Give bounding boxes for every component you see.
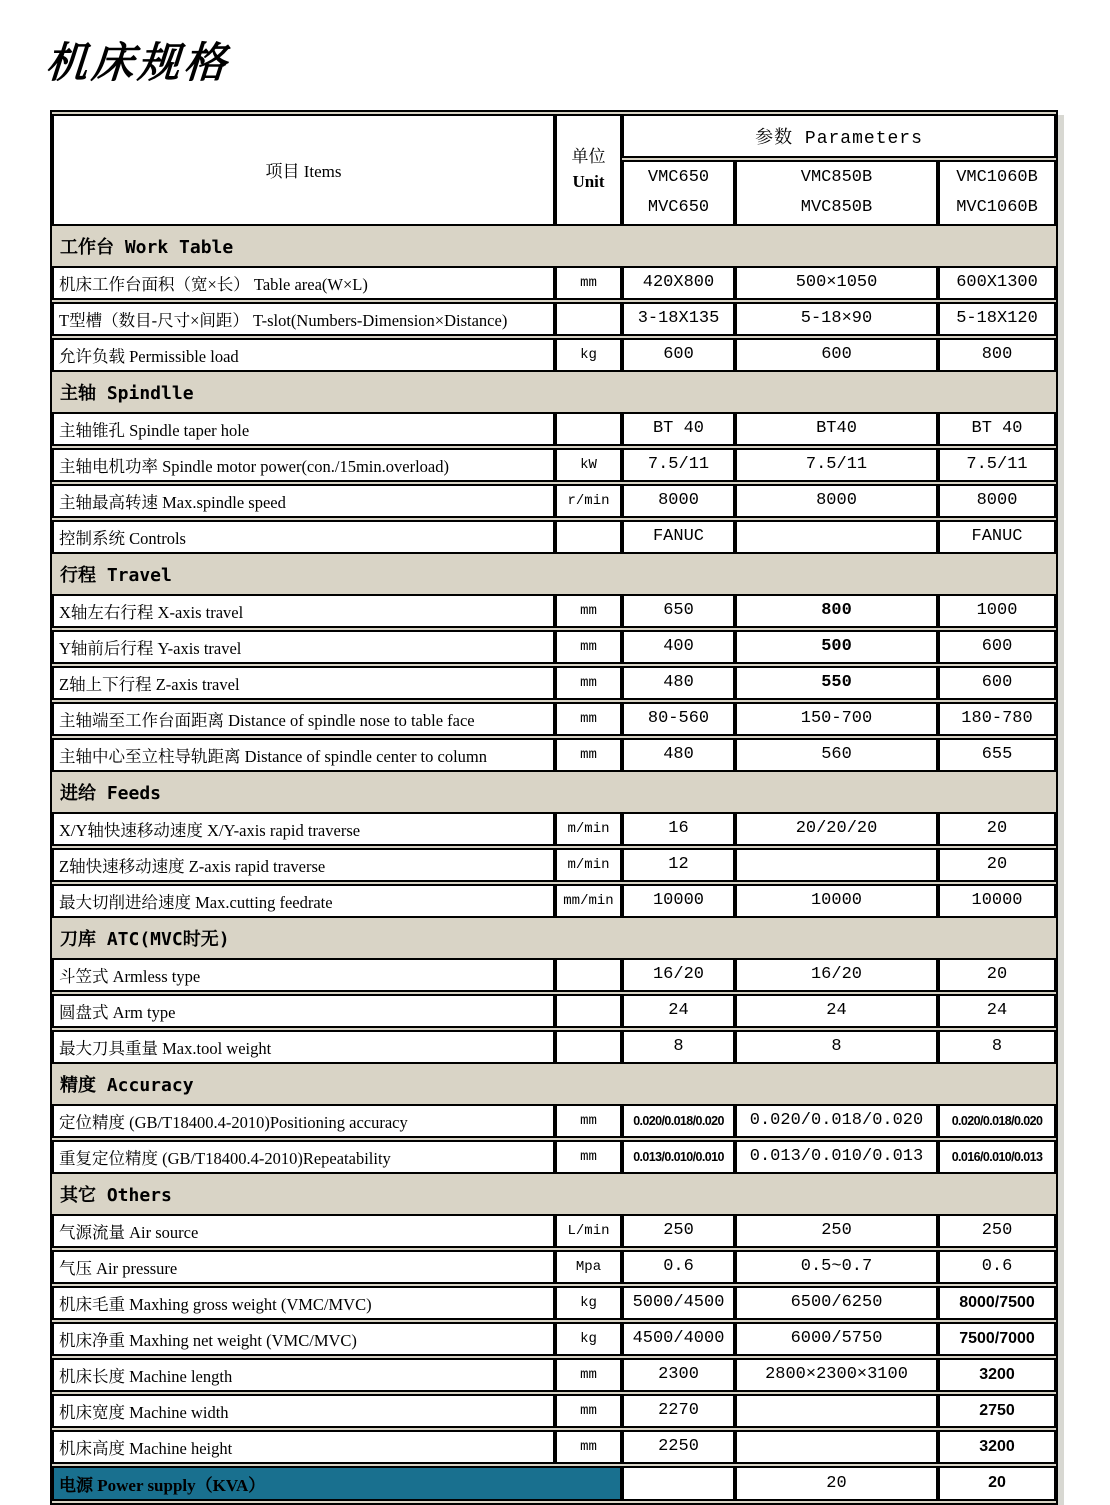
spec-row <box>52 630 1056 664</box>
value-cell: 180-780 <box>938 702 1056 736</box>
value-cell: 24 <box>622 994 735 1028</box>
value-cell: FANUC <box>622 520 735 554</box>
value-cell: 7.5/11 <box>622 448 735 482</box>
unit-header <box>555 114 622 226</box>
value-cell: 8 <box>622 1030 735 1064</box>
page-title: 机床规格 <box>44 39 232 86</box>
value-cell: 655 <box>938 738 1056 772</box>
spec-row <box>52 812 1056 846</box>
value-cell: 800 <box>735 594 938 628</box>
spec-row <box>52 666 1056 700</box>
value-cell <box>735 1394 938 1428</box>
row-label: 气源流量 Air source <box>52 1214 555 1248</box>
value-cell: 24 <box>938 994 1056 1028</box>
unit-header-cn: 单位 <box>571 147 606 167</box>
row-label: 机床毛重 Maxhing gross weight (VMC/MVC) <box>52 1286 555 1320</box>
value-cell <box>735 848 938 882</box>
value-cell: 600 <box>735 338 938 372</box>
value-cell: 7.5/11 <box>938 448 1056 482</box>
value-cell: 250 <box>622 1214 735 1248</box>
unit-cell: m/min <box>555 848 622 882</box>
row-label: Y轴前后行程 Y-axis travel <box>52 630 555 664</box>
unit-header-en: Unit <box>572 171 605 191</box>
unit-cell: mm/min <box>555 884 622 918</box>
value-cell: 3-18X135 <box>622 302 735 336</box>
unit-cell <box>555 1030 622 1064</box>
unit-cell: mm <box>555 1358 622 1392</box>
value-cell <box>622 1466 735 1501</box>
row-label: 定位精度 (GB/T18400.4-2010)Positioning accuracy <box>52 1104 555 1138</box>
unit-cell: mm <box>555 738 622 772</box>
unit-cell: mm <box>555 594 622 628</box>
spec-row <box>52 412 1056 446</box>
value-cell: 420X800 <box>622 266 735 300</box>
spec-row <box>52 1140 1056 1174</box>
spec-row <box>52 1358 1056 1392</box>
value-cell: 560 <box>735 738 938 772</box>
value-cell: 150-700 <box>735 702 938 736</box>
spec-row <box>52 958 1056 992</box>
section-header-row <box>52 556 1056 592</box>
value-cell: 20 <box>938 812 1056 846</box>
spec-row <box>52 338 1056 372</box>
row-label: 主轴端至工作台面距离 Distance of spindle nose to table face <box>52 702 555 736</box>
unit-cell: r/min <box>555 484 622 518</box>
section-title: 工作台 Work Table <box>52 228 1056 264</box>
row-label: 控制系统 Controls <box>52 520 555 554</box>
unit-cell: kW <box>555 448 622 482</box>
spec-row <box>52 994 1056 1028</box>
row-label: 主轴最高转速 Max.spindle speed <box>52 484 555 518</box>
row-label: 气压 Air pressure <box>52 1250 555 1284</box>
value-cell: 0.5~0.7 <box>735 1250 938 1284</box>
unit-cell: mm <box>555 1430 622 1464</box>
row-label: 主轴中心至立柱导轨距离 Distance of spindle center to column <box>52 738 555 772</box>
row-label: 主轴锥孔 Spindle taper hole <box>52 412 555 446</box>
value-cell: 600X1300 <box>938 266 1056 300</box>
spec-row <box>52 1214 1056 1248</box>
unit-cell: kg <box>555 1286 622 1320</box>
value-cell: 12 <box>622 848 735 882</box>
value-cell: 10000 <box>938 884 1056 918</box>
unit-cell: mm <box>555 1140 622 1174</box>
row-label: Z轴快速移动速度 Z-axis rapid traverse <box>52 848 555 882</box>
power-supply-label: 电源 Power supply（KVA） <box>52 1466 622 1501</box>
header-row-parameters <box>52 114 1056 158</box>
spec-row <box>52 266 1056 300</box>
section-header-row <box>52 1176 1056 1212</box>
row-label: 允许负载 Permissible load <box>52 338 555 372</box>
value-cell: 24 <box>735 994 938 1028</box>
row-label: T型槽（数目-尺寸×间距） T-slot(Numbers-Dimension×Distance) <box>52 302 555 336</box>
value-cell: BT40 <box>735 412 938 446</box>
value-cell: 8000 <box>735 484 938 518</box>
value-cell: 0.6 <box>938 1250 1056 1284</box>
spec-row <box>52 484 1056 518</box>
value-cell: BT 40 <box>938 412 1056 446</box>
value-cell: 4500/4000 <box>622 1322 735 1356</box>
spec-row <box>52 1030 1056 1064</box>
value-cell: 20 <box>938 1466 1056 1501</box>
value-cell: 6000/5750 <box>735 1322 938 1356</box>
value-cell: 16/20 <box>735 958 938 992</box>
unit-cell: Mpa <box>555 1250 622 1284</box>
section-header-row <box>52 774 1056 810</box>
row-label: 机床长度 Machine length <box>52 1358 555 1392</box>
section-title: 刀库 ATC(MVC时无) <box>52 920 1056 956</box>
value-cell: BT 40 <box>622 412 735 446</box>
row-label: 机床宽度 Machine width <box>52 1394 555 1428</box>
section-header-row <box>52 1066 1056 1102</box>
value-cell: 0.013/0.010/0.013 <box>735 1140 938 1174</box>
spec-row <box>52 738 1056 772</box>
unit-cell: mm <box>555 702 622 736</box>
spec-row <box>52 884 1056 918</box>
value-cell: FANUC <box>938 520 1056 554</box>
value-cell: 3200 <box>938 1358 1056 1392</box>
unit-cell <box>555 994 622 1028</box>
value-cell: 5-18X120 <box>938 302 1056 336</box>
spec-row <box>52 1104 1056 1138</box>
value-cell: 2300 <box>622 1358 735 1392</box>
value-cell: 600 <box>938 630 1056 664</box>
value-cell: 7500/7000 <box>938 1322 1056 1356</box>
model-header-vmc850b: VMC850B MVC850B <box>735 160 938 226</box>
section-header-row <box>52 228 1056 264</box>
row-label: 最大刀具重量 Max.tool weight <box>52 1030 555 1064</box>
value-cell: 600 <box>622 338 735 372</box>
model-header-vmc650: VMC650 MVC650 <box>622 160 735 226</box>
value-cell: 250 <box>735 1214 938 1248</box>
unit-cell: m/min <box>555 812 622 846</box>
row-label: Z轴上下行程 Z-axis travel <box>52 666 555 700</box>
section-header-row <box>52 920 1056 956</box>
value-cell: 20 <box>735 1466 938 1501</box>
value-cell: 2270 <box>622 1394 735 1428</box>
value-cell: 20/20/20 <box>735 812 938 846</box>
unit-cell: mm <box>555 666 622 700</box>
unit-cell <box>555 958 622 992</box>
value-cell: 650 <box>622 594 735 628</box>
unit-cell: kg <box>555 1322 622 1356</box>
unit-cell: mm <box>555 1394 622 1428</box>
value-cell: 550 <box>735 666 938 700</box>
value-cell: 10000 <box>622 884 735 918</box>
value-cell: 2750 <box>938 1394 1056 1428</box>
spec-row <box>52 702 1056 736</box>
value-cell: 0.020/0.018/0.020 <box>622 1104 735 1138</box>
spec-row <box>52 1394 1056 1428</box>
row-label: 圆盘式 Arm type <box>52 994 555 1028</box>
spec-row <box>52 1466 1056 1501</box>
value-cell: 20 <box>938 958 1056 992</box>
row-label: X轴左右行程 X-axis travel <box>52 594 555 628</box>
unit-cell: mm <box>555 266 622 300</box>
row-label: 机床高度 Machine height <box>52 1430 555 1464</box>
value-cell: 80-560 <box>622 702 735 736</box>
value-cell: 5-18×90 <box>735 302 938 336</box>
value-cell: 16/20 <box>622 958 735 992</box>
unit-cell <box>555 412 622 446</box>
row-label: 主轴电机功率 Spindle motor power(con./15min.overload) <box>52 448 555 482</box>
items-header: 项目 Items <box>52 114 555 226</box>
value-cell: 250 <box>938 1214 1056 1248</box>
unit-cell: L/min <box>555 1214 622 1248</box>
row-label: X/Y轴快速移动速度 X/Y-axis rapid traverse <box>52 812 555 846</box>
row-label: 最大切削进给速度 Max.cutting feedrate <box>52 884 555 918</box>
spec-row <box>52 1430 1056 1464</box>
section-title: 其它 Others <box>52 1176 1056 1212</box>
unit-cell <box>555 520 622 554</box>
value-cell: 0.016/0.010/0.013 <box>938 1140 1056 1174</box>
spec-row <box>52 302 1056 336</box>
row-label: 机床净重 Maxhing net weight (VMC/MVC) <box>52 1322 555 1356</box>
value-cell: 500 <box>735 630 938 664</box>
value-cell: 0.013/0.010/0.010 <box>622 1140 735 1174</box>
value-cell: 500×1050 <box>735 266 938 300</box>
section-title: 主轴 Spindlle <box>52 374 1056 410</box>
unit-cell: kg <box>555 338 622 372</box>
spec-row <box>52 448 1056 482</box>
spec-row <box>52 594 1056 628</box>
value-cell: 5000/4500 <box>622 1286 735 1320</box>
value-cell: 6500/6250 <box>735 1286 938 1320</box>
value-cell: 0.6 <box>622 1250 735 1284</box>
spec-table <box>50 110 1058 1505</box>
value-cell: 8000 <box>938 484 1056 518</box>
unit-cell: mm <box>555 630 622 664</box>
spec-row <box>52 1250 1056 1284</box>
value-cell <box>735 520 938 554</box>
value-cell: 480 <box>622 738 735 772</box>
value-cell: 1000 <box>938 594 1056 628</box>
value-cell: 20 <box>938 848 1056 882</box>
value-cell: 16 <box>622 812 735 846</box>
spec-row <box>52 848 1056 882</box>
value-cell: 400 <box>622 630 735 664</box>
value-cell: 2800×2300×3100 <box>735 1358 938 1392</box>
section-title: 精度 Accuracy <box>52 1066 1056 1102</box>
value-cell: 8 <box>735 1030 938 1064</box>
parameters-header: 参数 Parameters <box>622 114 1056 158</box>
value-cell: 8000/7500 <box>938 1286 1056 1320</box>
unit-cell: mm <box>555 1104 622 1138</box>
value-cell: 800 <box>938 338 1056 372</box>
value-cell: 480 <box>622 666 735 700</box>
value-cell: 3200 <box>938 1430 1056 1464</box>
value-cell: 600 <box>938 666 1056 700</box>
value-cell: 7.5/11 <box>735 448 938 482</box>
row-label: 机床工作台面积（宽×长） Table area(W×L) <box>52 266 555 300</box>
section-title: 进给 Feeds <box>52 774 1056 810</box>
value-cell: 2250 <box>622 1430 735 1464</box>
spec-row <box>52 1286 1056 1320</box>
spec-row <box>52 520 1056 554</box>
value-cell: 8 <box>938 1030 1056 1064</box>
value-cell: 8000 <box>622 484 735 518</box>
value-cell: 0.020/0.018/0.020 <box>735 1104 938 1138</box>
value-cell <box>735 1430 938 1464</box>
row-label: 重复定位精度 (GB/T18400.4-2010)Repeatability <box>52 1140 555 1174</box>
section-header-row <box>52 374 1056 410</box>
model-header-vmc1060b: VMC1060B MVC1060B <box>938 160 1056 226</box>
value-cell: 0.020/0.018/0.020 <box>938 1104 1056 1138</box>
spec-row <box>52 1322 1056 1356</box>
value-cell: 10000 <box>735 884 938 918</box>
row-label: 斗笠式 Armless type <box>52 958 555 992</box>
unit-cell <box>555 302 622 336</box>
section-title: 行程 Travel <box>52 556 1056 592</box>
